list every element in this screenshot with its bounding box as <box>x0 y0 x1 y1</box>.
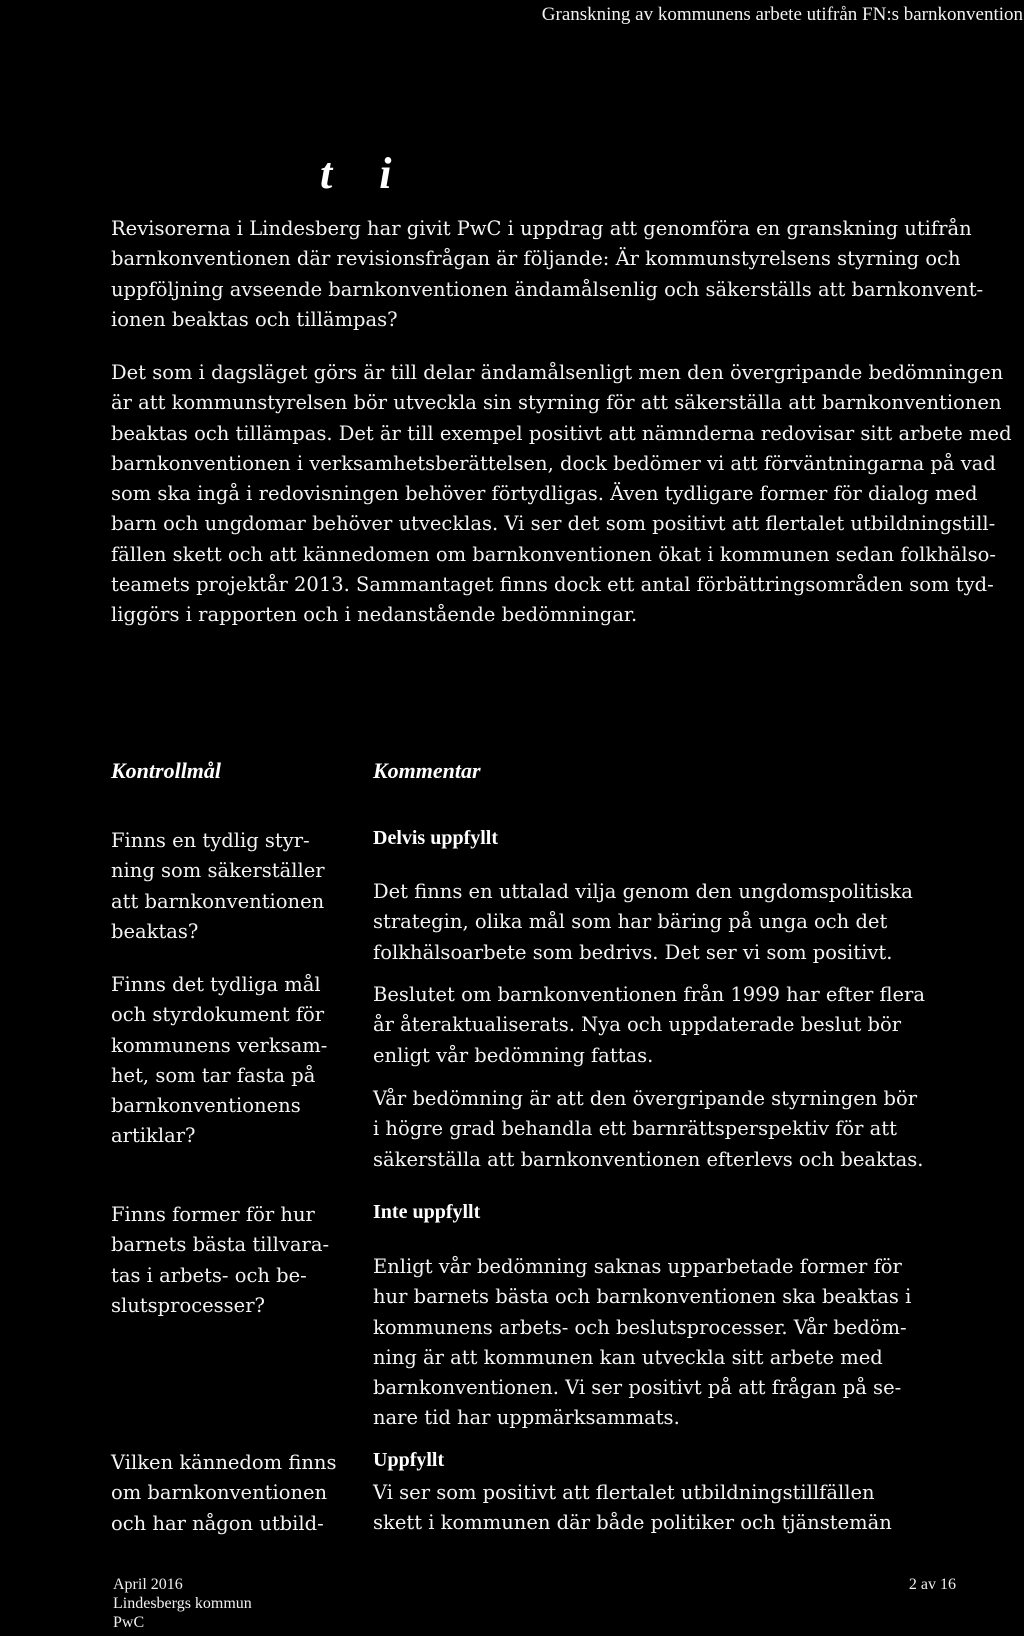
text-line: och styrdokument för <box>111 1003 325 1027</box>
text-line: barnkonventionen i verksamhetsberättelsen, dock bedömer vi att förväntningarna på vad <box>111 451 996 475</box>
text-line: barnkonventionens <box>111 1094 301 1118</box>
comment-1 <box>373 877 1013 968</box>
control-question-4 <box>111 1448 351 1539</box>
status-delvis-uppfyllt: Delvis uppfyllt <box>373 827 499 849</box>
control-question-1 <box>111 826 351 947</box>
text-line: tas i arbets- och be- <box>111 1263 307 1287</box>
comment-3 <box>373 1252 1013 1434</box>
text-line: fällen skett och att kännedomen om barnkonventionen ökat i kommunen sedan folkhälso- <box>111 542 996 566</box>
status-uppfyllt: Uppfyllt <box>373 1449 445 1471</box>
text-line: slutsprocesser? <box>111 1293 265 1317</box>
comment-4 <box>373 1478 1013 1539</box>
text-line: beaktas och tillämpas. Det är till exempel positivt att nämnderna redovisar sitt arbete med <box>111 421 1012 445</box>
text-line: om barnkonventionen <box>111 1481 328 1505</box>
text-line: Det finns en uttalad vilja genom den ungdomspolitiska <box>373 880 913 903</box>
text-line: i högre grad behandla ett barnrättsperspektiv för att <box>373 1117 897 1141</box>
text-line: säkerställa att barnkonventionen efterlevs och beaktas. <box>373 1147 924 1171</box>
text-line: barnets bästa tillvara- <box>111 1233 330 1257</box>
text-line: Finns former för hur <box>111 1203 315 1226</box>
text-line: strategin, olika mål som har bäring på unga och det <box>373 910 888 934</box>
text-line: liggörs i rapporten och i nedanstående bedömningar. <box>111 603 638 627</box>
text-line: het, som tar fasta på <box>111 1063 316 1087</box>
footer-firm: PwC <box>113 1614 145 1631</box>
text-line: att barnkonventionen <box>111 889 325 913</box>
intro-paragraph-1 <box>111 214 1019 335</box>
control-question-3 <box>111 1200 351 1321</box>
text-line: Enligt vår bedömning saknas upparbetade former för <box>373 1255 902 1278</box>
text-line: Vilken kännedom finns <box>111 1451 337 1474</box>
text-line: folkhälsoarbete som bedrivs. Det ser vi som positivt. <box>373 940 893 964</box>
text-line: ning som säkerställer <box>111 859 325 883</box>
text-line: Det som i dagsläget görs är till delar ändamålsenligt men den övergripande bedömningen <box>111 361 1004 384</box>
text-line: artiklar? <box>111 1124 196 1148</box>
text-line: som ska ingå i redovisningen behöver förtydligas. Även tydligare former för dialog med <box>111 482 978 506</box>
comment-2 <box>373 980 1013 1071</box>
footer-organization: Lindesbergs kommun <box>113 1595 252 1612</box>
control-question-2 <box>111 970 351 1152</box>
text-line: kommunens arbets- och beslutsprocesser. Vår bedöm- <box>373 1315 907 1339</box>
text-line: Vi ser som positivt att flertalet utbildningstillfällen <box>373 1481 875 1504</box>
text-line: Finns en tydlig styr- <box>111 829 310 852</box>
text-line: Vår bedömning är att den övergripande styrningen bör <box>373 1087 918 1110</box>
intro-paragraph-2 <box>111 358 1019 631</box>
text-line: barnkonventionen där revisionsfrågan är följande: Är kommunstyrelsens styrning och <box>111 247 961 271</box>
comment-2b <box>373 1084 1013 1175</box>
footer-date: April 2016 <box>113 1576 183 1593</box>
text-line: Revisorerna i Lindesberg har givit PwC i uppdrag att genomföra en granskning utifrån <box>111 217 972 240</box>
text-line: enligt vår bedömning fattas. <box>373 1043 654 1067</box>
status-inte-uppfyllt: Inte uppfyllt <box>373 1201 481 1223</box>
column-heading-kontrollmal: Kontrollmål <box>111 758 222 783</box>
section-heading: t i <box>320 149 410 198</box>
text-line: hur barnets bästa och barnkonventionen ska beaktas i <box>373 1285 912 1309</box>
footer-info <box>113 1575 252 1632</box>
text-line: kommunens verksam- <box>111 1033 328 1057</box>
text-line: barnkonventionen. Vi ser positivt på att frågan på se- <box>373 1376 902 1400</box>
text-line: ning är att kommunen kan utveckla sitt arbete med <box>373 1345 883 1369</box>
text-line: skett i kommunen där både politiker och tjänstemän <box>373 1511 892 1535</box>
text-line: nare tid har uppmärksammats. <box>373 1406 680 1430</box>
text-line: Finns det tydliga mål <box>111 973 321 996</box>
running-header: Granskning av kommunens arbete utifrån FN:s barnkonvention <box>541 4 1023 25</box>
text-line: teamets projektår 2013. Sammantaget finns dock ett antal förbättringsområden som tyd- <box>111 573 994 597</box>
text-line: uppföljning avseende barnkonventionen ändamålsenlig och säkerställs att barnkonvent- <box>111 277 984 301</box>
text-line: år återaktualiserats. Nya och uppdaterade beslut bör <box>373 1013 902 1037</box>
page-number: 2 av 16 <box>908 1576 956 1593</box>
column-heading-kommentar: Kommentar <box>373 758 481 783</box>
text-line: barn och ungdomar behöver utvecklas. Vi ser det som positivt att flertalet utbildningstill- <box>111 512 996 536</box>
text-line: beaktas? <box>111 919 199 943</box>
text-line: och har någon utbild- <box>111 1511 324 1535</box>
text-line: är att kommunstyrelsen bör utveckla sin styrning för att säkerställa att barnkonventionen <box>111 391 1002 415</box>
text-line: ionen beaktas och tillämpas? <box>111 307 398 331</box>
text-line: Beslutet om barnkonventionen från 1999 har efter flera <box>373 983 925 1006</box>
